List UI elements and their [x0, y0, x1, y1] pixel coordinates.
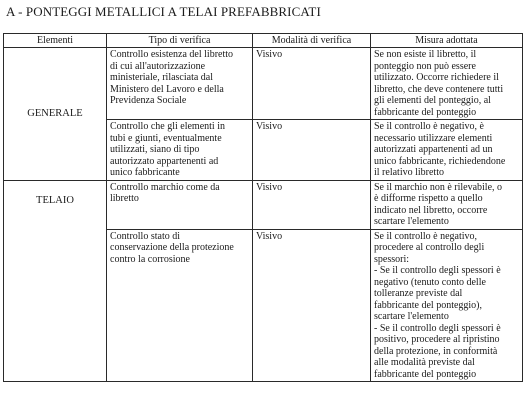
cell-text-line: positivo, procedere al ripristino — [374, 334, 500, 345]
element-cell-telaio: TELAIO — [4, 180, 107, 382]
cell-text-line: Controllo che gli elementi in — [110, 121, 225, 132]
cell-text-line: libretto, che deve contenere tutti — [374, 83, 504, 95]
cell-text-line: fabbricante del ponteggio — [374, 368, 477, 380]
misura-adottata-cell — [371, 180, 523, 229]
header-tipo-verifica: Tipo di verifica — [107, 34, 253, 48]
cell-text-line: autorizzato appartenenti ad — [110, 155, 219, 167]
cell-text-line: Previdenza Sociale — [110, 95, 187, 106]
cell-text-line: necessario utilizzare elementi — [374, 132, 493, 144]
header-misura-adottata: Misura adottata — [371, 34, 523, 48]
cell-text-line: è difforme rispetto a quello — [374, 193, 483, 204]
header-modalita-verifica: Modalità di verifica — [253, 34, 371, 48]
cell-text-line: il relativo libretto — [374, 167, 444, 178]
table-header-row — [4, 34, 523, 48]
cell-text-line: contro la corrosione — [110, 253, 190, 265]
cell-text-line: della protezione, in conformità — [374, 345, 498, 357]
misura-adottata-cell — [371, 48, 523, 120]
cell-text-line: tolleranze previste dal — [374, 288, 463, 299]
cell-text-line: fabbricante del ponteggio — [374, 106, 477, 118]
cell-text-line: unico fabbricante, richiedendone — [374, 155, 506, 167]
modalita-verifica-cell: Visivo — [253, 229, 371, 382]
cell-text-line: di cui all'autorizzazione — [110, 60, 206, 72]
element-cell-generale: GENERALE — [4, 48, 107, 181]
misura-adottata-cell — [371, 120, 523, 181]
verification-table — [3, 33, 523, 382]
cell-text-line: autorizzati appartenenti ad un — [374, 144, 493, 155]
table-row — [4, 48, 523, 120]
cell-text-line: utilizzato. Occorre richiedere il — [374, 72, 499, 83]
cell-text-line: Ministero del Lavoro e della — [110, 83, 224, 95]
tipo-verifica-cell — [107, 48, 253, 120]
cell-text-line: ministeriale, rilasciata dal — [110, 72, 214, 83]
tipo-verifica-cell — [107, 229, 253, 382]
modalita-verifica-cell: Visivo — [253, 120, 371, 181]
cell-text-line: Controllo marchio come da — [110, 181, 220, 193]
cell-text-line: - Se il controllo degli spessori è — [374, 322, 501, 334]
cell-text-line: Controllo stato di — [110, 230, 180, 242]
tipo-verifica-cell — [107, 180, 253, 229]
cell-text-line: spessori: — [374, 253, 409, 265]
misura-adottata-cell — [371, 229, 523, 382]
cell-text-line: scartare l'elemento — [374, 311, 449, 322]
cell-text-line: ponteggio non può essere — [374, 60, 476, 72]
cell-text-line: negativo (tenuto conto delle — [374, 276, 486, 288]
cell-text-line: fabbricante del ponteggio), — [374, 299, 483, 311]
table-row — [4, 180, 523, 229]
modalita-verifica-cell: Visivo — [253, 48, 371, 120]
cell-text-line: Se non esiste il libretto, il — [374, 49, 477, 60]
cell-text-line: scartare l'elemento — [374, 216, 449, 227]
cell-text-line: conservazione della protezione — [110, 242, 234, 253]
cell-text-line: Controllo esistenza del libretto — [110, 49, 234, 60]
cell-text-line: unico fabbricante — [110, 167, 180, 178]
modalita-verifica-cell: Visivo — [253, 180, 371, 229]
cell-text-line: tubi e giunti, eventualmente — [110, 132, 222, 144]
cell-text-line: Se il controllo è negativo, — [374, 230, 478, 242]
cell-text-line: procedere al controllo degli — [374, 242, 485, 253]
cell-text-line: Se il marchio non è rilevabile, o — [374, 181, 503, 193]
cell-text-line: - Se il controllo degli spessori è — [374, 265, 501, 276]
cell-text-line: gli elementi del ponteggio, al — [374, 95, 491, 106]
cell-text-line: indicato nel libretto, occorre — [374, 204, 488, 216]
cell-text-line: utilizzati, siano di tipo — [110, 144, 200, 155]
cell-text-line: Se il controllo è negativo, è — [374, 121, 484, 132]
header-elementi: Elementi — [4, 34, 107, 48]
cell-text-line: alle modalità previste dal — [374, 357, 475, 368]
tipo-verifica-cell — [107, 120, 253, 181]
page-title: A - PONTEGGI METALLICI A TELAI PREFABBRICATI — [6, 4, 321, 19]
cell-text-line: libretto — [110, 193, 139, 204]
